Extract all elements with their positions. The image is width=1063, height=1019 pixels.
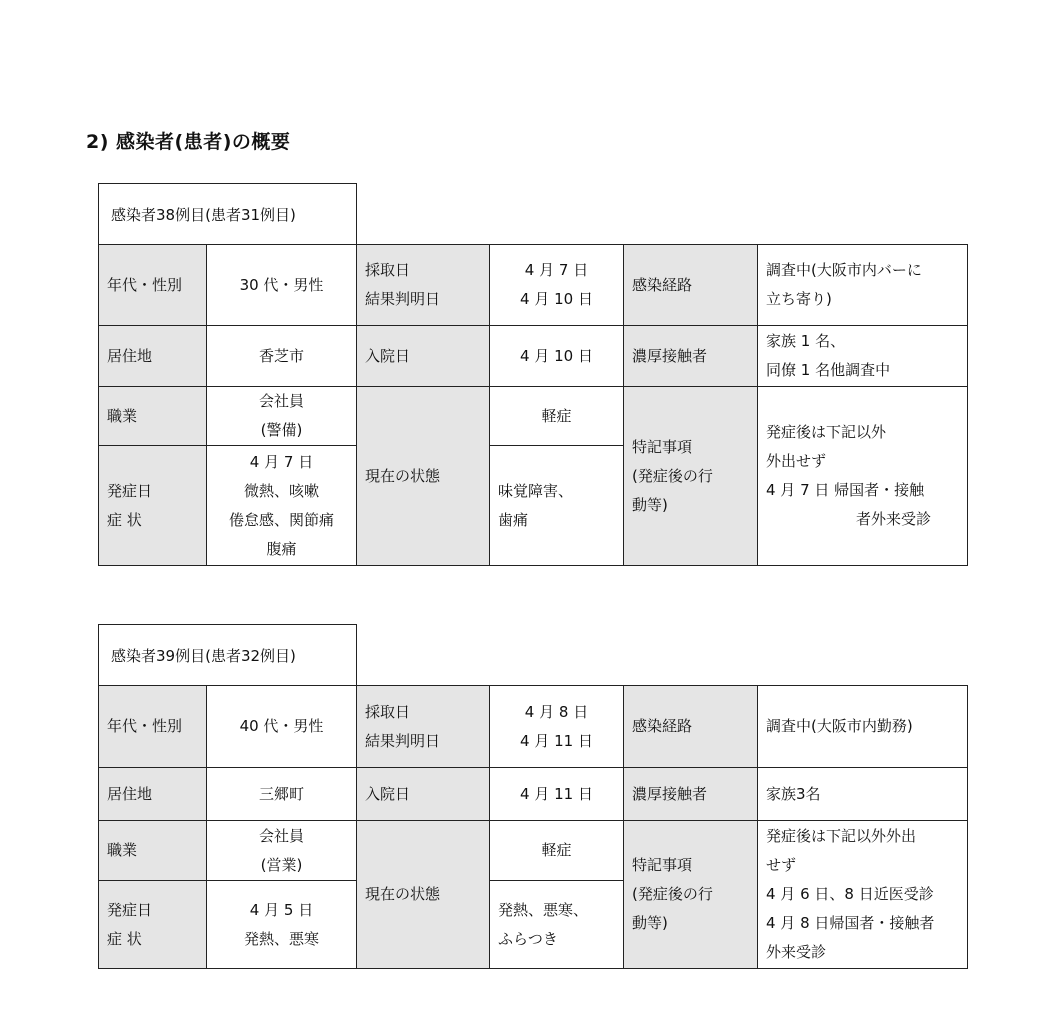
result-date-value: 4 月 11 日 bbox=[520, 731, 593, 750]
symptom-status-line: 味覚障害、 bbox=[498, 481, 574, 500]
result-date-label: 結果判明日 bbox=[365, 731, 441, 750]
notes-label-line: 動等) bbox=[632, 495, 668, 514]
table-row bbox=[99, 768, 968, 821]
admission-label: 入院日 bbox=[357, 768, 490, 821]
age-sex-label: 年代・性別 bbox=[99, 686, 207, 768]
admission-value: 4 月 11 日 bbox=[490, 768, 624, 821]
notes-line: 発症後は下記以外 bbox=[766, 423, 887, 441]
occupation-line: 会社員 bbox=[258, 392, 304, 410]
notes-line: 者外来受診 bbox=[856, 510, 932, 528]
notes-label-line: 特記事項 bbox=[632, 437, 693, 456]
sampling-result-value bbox=[490, 686, 624, 768]
symptom-status-line: ふらつき bbox=[498, 929, 558, 948]
notes-line: 外来受診 bbox=[766, 943, 827, 961]
occupation-value bbox=[207, 821, 357, 881]
case-block bbox=[98, 183, 967, 566]
sampling-result-value bbox=[490, 245, 624, 326]
status-label: 現在の状態 bbox=[357, 387, 490, 566]
notes-label-line: (発症後の行 bbox=[632, 466, 713, 485]
notes-line: 外出せず bbox=[766, 452, 827, 470]
contacts-label: 濃厚接触者 bbox=[624, 768, 758, 821]
admission-value: 4 月 10 日 bbox=[490, 326, 624, 387]
residence-value: 香芝市 bbox=[207, 326, 357, 387]
symptom-status-value bbox=[490, 446, 624, 566]
occupation-line: 会社員 bbox=[258, 826, 304, 845]
sampling-result-label bbox=[357, 686, 490, 768]
residence-label: 居住地 bbox=[99, 326, 207, 387]
route-line: 調査中(大阪市内バーに bbox=[766, 261, 922, 279]
onset-line: 4 月 7 日 bbox=[249, 452, 314, 471]
contacts-line: 同僚 1 名他調査中 bbox=[766, 361, 891, 379]
route-line: 立ち寄り) bbox=[766, 290, 832, 308]
route-value bbox=[758, 245, 968, 326]
symptoms-label: 症 状 bbox=[107, 929, 142, 948]
severity-value: 軽症 bbox=[490, 387, 624, 446]
occupation-value bbox=[207, 387, 357, 446]
case-title: 感染者39例目(患者32例目) bbox=[98, 624, 357, 686]
case-title: 感染者38例目(患者31例目) bbox=[98, 183, 357, 245]
route-line: 調査中(大阪市内勤務) bbox=[766, 717, 913, 735]
sampling-date-label: 採取日 bbox=[365, 261, 411, 279]
residence-value: 三郷町 bbox=[207, 768, 357, 821]
notes-value bbox=[758, 821, 968, 969]
table-row bbox=[99, 821, 968, 881]
symptom-status-line: 歯痛 bbox=[498, 510, 529, 529]
sampling-date-label: 採取日 bbox=[365, 702, 411, 721]
notes-line: 4 月 7 日 帰国者・接触 bbox=[766, 481, 925, 499]
onset-line: 微熱、咳嗽 bbox=[243, 481, 319, 500]
contacts-value bbox=[758, 326, 968, 387]
sampling-date-value: 4 月 8 日 bbox=[524, 702, 589, 721]
case-table bbox=[98, 685, 968, 969]
severity-value: 軽症 bbox=[490, 821, 624, 881]
notes-line: 4 月 8 日帰国者・接触者 bbox=[766, 914, 935, 932]
route-label: 感染経路 bbox=[624, 245, 758, 326]
result-date-label: 結果判明日 bbox=[365, 290, 441, 308]
table-row bbox=[99, 326, 968, 387]
occupation-label: 職業 bbox=[99, 387, 207, 446]
contacts-line: 家族3名 bbox=[766, 784, 821, 803]
onset-symptoms-label bbox=[99, 881, 207, 969]
contacts-label: 濃厚接触者 bbox=[624, 326, 758, 387]
sampling-result-label bbox=[357, 245, 490, 326]
occupation-label: 職業 bbox=[99, 821, 207, 881]
notes-line: せず bbox=[766, 856, 797, 874]
occupation-line: (警備) bbox=[260, 421, 303, 439]
route-value bbox=[758, 686, 968, 768]
table-row bbox=[99, 387, 968, 446]
table-row bbox=[99, 245, 968, 326]
sampling-date-value: 4 月 7 日 bbox=[524, 261, 589, 279]
notes-line: 発症後は下記以外外出 bbox=[766, 827, 917, 845]
age-sex-label: 年代・性別 bbox=[99, 245, 207, 326]
admission-label: 入院日 bbox=[357, 326, 490, 387]
onset-symptoms-value bbox=[207, 881, 357, 969]
route-label: 感染経路 bbox=[624, 686, 758, 768]
result-date-value: 4 月 10 日 bbox=[520, 290, 593, 308]
onset-line: 4 月 5 日 bbox=[249, 900, 314, 919]
onset-label: 発症日 bbox=[107, 900, 153, 919]
onset-label: 発症日 bbox=[107, 481, 153, 500]
case-block bbox=[98, 624, 967, 969]
notes-label bbox=[624, 387, 758, 566]
symptom-status-line: 発熱、悪寒、 bbox=[498, 900, 589, 919]
status-label: 現在の状態 bbox=[357, 821, 490, 969]
onset-line: 腹痛 bbox=[266, 539, 297, 558]
onset-line: 発熱、悪寒 bbox=[243, 929, 319, 948]
notes-value bbox=[758, 387, 968, 566]
symptoms-label: 症 状 bbox=[107, 510, 142, 529]
notes-label bbox=[624, 821, 758, 969]
contacts-line: 家族 1 名、 bbox=[766, 332, 846, 350]
symptom-status-value bbox=[490, 881, 624, 969]
notes-line: 4 月 6 日、8 日近医受診 bbox=[766, 885, 934, 903]
section-heading: 2) 感染者(患者)の概要 bbox=[86, 131, 291, 153]
notes-label-line: 動等) bbox=[632, 914, 668, 932]
onset-symptoms-value bbox=[207, 446, 357, 566]
age-sex-value: 30 代・男性 bbox=[207, 245, 357, 326]
occupation-line: (営業) bbox=[260, 855, 303, 874]
table-row bbox=[99, 686, 968, 768]
onset-symptoms-label bbox=[99, 446, 207, 566]
notes-label-line: (発症後の行 bbox=[632, 885, 713, 903]
contacts-value bbox=[758, 768, 968, 821]
age-sex-value: 40 代・男性 bbox=[207, 686, 357, 768]
residence-label: 居住地 bbox=[99, 768, 207, 821]
case-table bbox=[98, 244, 968, 566]
onset-line: 倦怠感、関節痛 bbox=[228, 510, 334, 529]
notes-label-line: 特記事項 bbox=[632, 856, 693, 874]
